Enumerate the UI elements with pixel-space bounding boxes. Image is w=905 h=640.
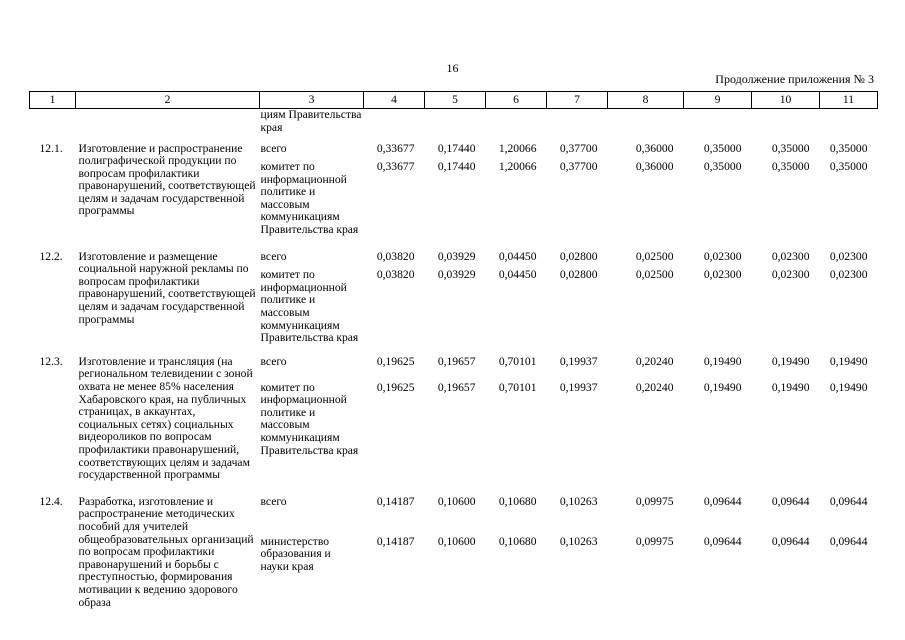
amount-cell: 0,03929	[437, 249, 476, 263]
item-total-row	[30, 482, 878, 530]
amount-cell: 0,04450	[498, 268, 537, 282]
amount-cell: 0,70101	[498, 380, 537, 394]
item-code: 12.1.	[39, 141, 63, 155]
amount-cell: 0,09644	[771, 534, 810, 548]
amount-cell: 0,09644	[771, 494, 810, 508]
amount-cell: 0,35000	[829, 141, 868, 155]
amount-cell: 0,02300	[771, 249, 810, 263]
amount-cell: 0,09644	[703, 494, 742, 508]
amount-cell: 0,35000	[829, 160, 868, 174]
amount-cell: 0,19490	[703, 380, 742, 394]
item-total-row	[30, 237, 878, 264]
amount-cell: 0,09644	[703, 534, 742, 548]
item-recipient: всего	[260, 494, 287, 508]
amount-cell: 0,03929	[437, 268, 476, 282]
amount-cell: 0,02300	[703, 249, 742, 263]
amount-cell: 0,19490	[829, 380, 868, 394]
item-total-row	[30, 143, 878, 156]
amount-cell: 0,02300	[771, 268, 810, 282]
amount-cell: 0,14187	[376, 494, 415, 508]
amount-cell: 0,02800	[559, 268, 598, 282]
amount-cell: 0,09975	[635, 534, 674, 548]
column-header: 5	[425, 92, 486, 109]
item-name: Изготовление и трансляция (на региональном телевидении с зоной охвата не менее 85% населения Хабаровского края, на публичных страницах, в аккаунтах, социальных сетях) социальных видеороликов по вопросам профилактики правонарушений, соответствующих целям и задачам государственной программы	[78, 354, 253, 482]
amount-cell: 0,19490	[703, 354, 742, 368]
amount-cell: 0,35000	[703, 160, 742, 174]
amount-cell: 0,10263	[559, 534, 598, 548]
amount-cell: 0,19490	[771, 380, 810, 394]
amount-cell: 0,10680	[498, 534, 537, 548]
column-header: 11	[820, 92, 878, 109]
column-header: 2	[76, 92, 260, 109]
amount-cell: 0,03820	[376, 249, 415, 263]
amount-cell: 0,09644	[829, 534, 868, 548]
amount-cell: 0,19625	[376, 380, 415, 394]
appendix-continuation-label: Продолжение приложения № 3	[715, 72, 874, 86]
amount-cell: 0,02800	[559, 249, 598, 263]
page-number: 16	[446, 61, 459, 75]
amount-cell: 0,17440	[437, 160, 476, 174]
amount-cell: 0,19937	[559, 380, 598, 394]
item-recipient: комитет по информационной политике и массовым коммуникациям Правительства края	[260, 160, 359, 237]
item-code: 12.3.	[39, 354, 63, 368]
amount-cell: 0,09975	[635, 494, 674, 508]
amount-cell: 0,02300	[829, 249, 868, 263]
item-name: Разработка, изготовление и распространение методических пособий для учителей общеобразовательных организаций по вопросам профилактики правонарушений и борьбы с преступностью, формирования мотивации к ведению здорового образа	[78, 494, 254, 609]
carryover-row	[30, 109, 878, 143]
amount-cell: 0,10600	[437, 494, 476, 508]
amount-cell: 0,02500	[635, 249, 674, 263]
item-recipient: комитет по информационной политике и массовым коммуникациям Правительства края	[260, 380, 359, 457]
funding-table	[29, 91, 878, 609]
item-name: Изготовление и распространение полиграфической продукции по вопросам профилактики правонарушений, соответствующей целям и задачам государственной программы	[78, 141, 256, 218]
amount-cell: 0,17440	[437, 141, 476, 155]
column-header: 1	[30, 92, 76, 109]
item-recipient: всего	[260, 141, 287, 155]
amount-cell: 0,33677	[376, 160, 415, 174]
amount-cell: 0,35000	[771, 141, 810, 155]
amount-cell: 0,10680	[498, 494, 537, 508]
amount-cell: 0,35000	[771, 160, 810, 174]
item-code: 12.2.	[39, 249, 63, 263]
amount-cell: 1,20066	[498, 141, 537, 155]
column-number-header-row	[30, 92, 878, 109]
amount-cell: 0,19490	[771, 354, 810, 368]
amount-cell: 0,10600	[437, 534, 476, 548]
amount-cell: 0,10263	[559, 494, 598, 508]
item-name: Изготовление и размещение социальной наружной рекламы по вопросам профилактики правонарушений, соответствующей целям и задачам государственной программы	[78, 249, 256, 326]
amount-cell: 0,20240	[635, 380, 674, 394]
amount-cell: 0,36000	[635, 160, 674, 174]
column-header: 6	[486, 92, 547, 109]
column-header: 9	[684, 92, 752, 109]
amount-cell: 0,03820	[376, 268, 415, 282]
column-header: 4	[364, 92, 425, 109]
column-header: 10	[752, 92, 820, 109]
amount-cell: 0,20240	[635, 354, 674, 368]
item-recipient: всего	[260, 354, 287, 368]
amount-cell: 0,37700	[559, 160, 598, 174]
column-header: 3	[260, 92, 364, 109]
amount-cell: 0,14187	[376, 534, 415, 548]
amount-cell: 0,70101	[498, 354, 537, 368]
amount-cell: 0,33677	[376, 141, 415, 155]
amount-cell: 0,02500	[635, 268, 674, 282]
carryover-recipient: циям Правительства края	[260, 108, 362, 134]
column-header: 8	[608, 92, 684, 109]
amount-cell: 1,20066	[498, 160, 537, 174]
amount-cell: 0,36000	[635, 141, 674, 155]
amount-cell: 0,04450	[498, 249, 537, 263]
amount-cell: 0,35000	[703, 141, 742, 155]
column-header: 7	[547, 92, 608, 109]
item-total-row	[30, 345, 878, 376]
amount-cell: 0,19937	[559, 354, 598, 368]
item-recipient: министерство образования и науки края	[260, 534, 331, 574]
amount-cell: 0,19657	[437, 354, 476, 368]
amount-cell: 0,19490	[829, 354, 868, 368]
amount-cell: 0,09644	[829, 494, 868, 508]
item-recipient: комитет по информационной политике и массовым коммуникациям Правительства края	[260, 268, 359, 345]
amount-cell: 0,02300	[829, 268, 868, 282]
amount-cell: 0,02300	[703, 268, 742, 282]
item-recipient: всего	[260, 249, 287, 263]
item-code: 12.4.	[39, 494, 63, 508]
amount-cell: 0,37700	[559, 141, 598, 155]
amount-cell: 0,19657	[437, 380, 476, 394]
amount-cell: 0,19625	[376, 354, 415, 368]
